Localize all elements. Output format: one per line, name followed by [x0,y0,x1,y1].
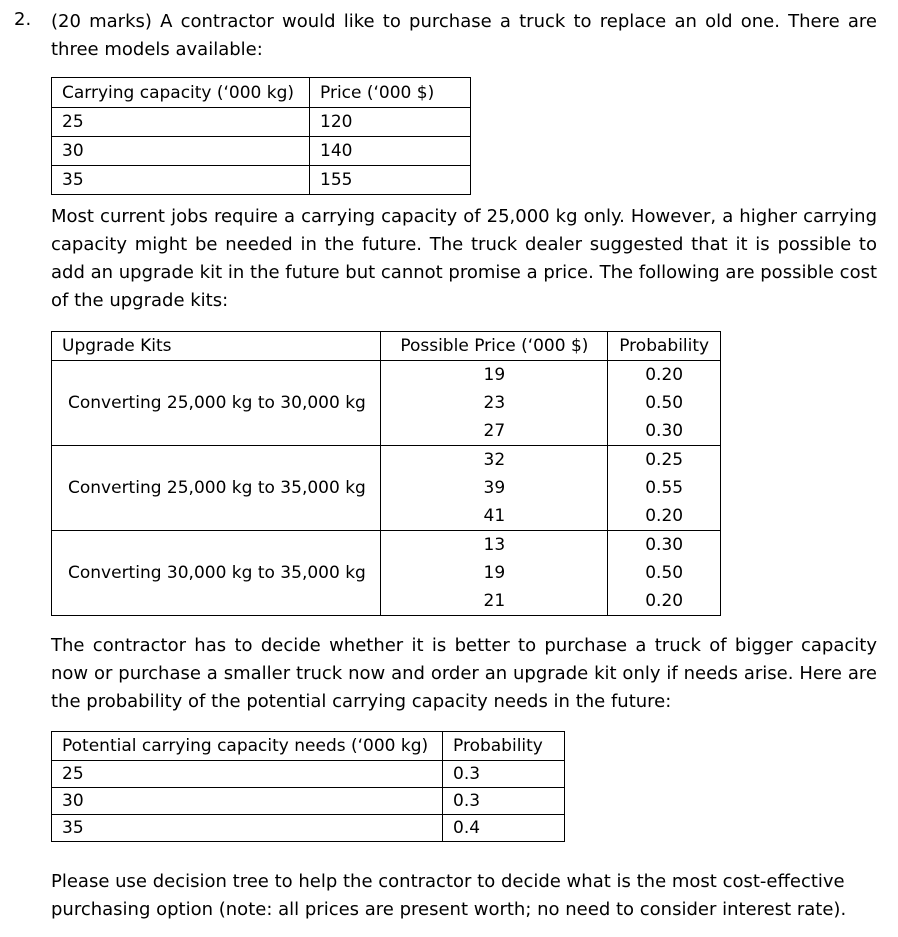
probability-value: 0.25 [645,450,684,470]
header-carrying-capacity: Carrying capacity (‘000 kg) [52,78,310,108]
needs-cell: 25 [52,761,443,788]
price-options [381,361,608,446]
probability-value: 0.30 [645,535,684,555]
capacity-cell: 30 [52,137,310,166]
probability-cell: 0.3 [443,761,565,788]
truck-models-table [51,77,471,195]
decision-description: The contractor has to decide whether it is better to purchase a truck of bigger capacity now or purchase a smaller truck now and order an upgrade kit only if needs arise. Here are the probability of the potential carrying capacity needs in the future: [51,635,877,712]
price-value: 19 [483,365,506,385]
price-value: 41 [483,506,506,526]
probability-value: 0.20 [645,506,684,526]
price-value: 23 [483,393,506,413]
price-value: 19 [483,563,506,583]
table-row [52,166,471,195]
upgrade-kits-table [51,331,721,616]
table-row [52,531,721,616]
probability-value: 0.55 [645,478,684,498]
header-upgrade-kits: Upgrade Kits [52,332,381,361]
question-number: 2. [14,9,32,30]
probability-cell: 0.4 [443,815,565,842]
table-row [52,761,565,788]
table-row [52,815,565,842]
probability-options [608,446,721,531]
table-header-row [52,78,471,108]
header-probability: Probability [443,732,565,761]
table-row [52,788,565,815]
table-row [52,137,471,166]
instruction: Please use decision tree to help the contractor to decide what is the most cost-effective purchasing option (note: all prices are present worth; no need to consider interest rate). [51,871,847,920]
capacity-cell: 25 [52,108,310,137]
table-header-row [52,332,721,361]
header-potential-needs: Potential carrying capacity needs (‘000 kg) [52,732,443,761]
capacity-cell: 35 [52,166,310,195]
probability-value: 0.50 [645,393,684,413]
probability-cell: 0.3 [443,788,565,815]
probability-value: 0.20 [645,591,684,611]
price-value: 32 [483,450,506,470]
header-price: Price (‘000 $) [310,78,471,108]
price-cell: 120 [310,108,471,137]
needs-cell: 30 [52,788,443,815]
price-value: 21 [483,591,506,611]
probability-value: 0.30 [645,421,684,441]
needs-cell: 35 [52,815,443,842]
price-value: 13 [483,535,506,555]
header-probability: Probability [608,332,721,361]
upgrade-kit-label: Converting 25,000 kg to 30,000 kg [52,361,381,446]
probability-options [608,531,721,616]
header-possible-price: Possible Price (‘000 $) [381,332,608,361]
price-cell: 140 [310,137,471,166]
capacity-needs-table [51,731,565,842]
price-cell: 155 [310,166,471,195]
price-options [381,531,608,616]
table-row [52,108,471,137]
probability-options [608,361,721,446]
probability-value: 0.20 [645,365,684,385]
table-row [52,446,721,531]
question-intro: (20 marks) A contractor would like to purchase a truck to replace an old one. There are three models available: [51,11,877,60]
price-options [381,446,608,531]
upgrade-kit-label: Converting 25,000 kg to 35,000 kg [52,446,381,531]
price-value: 39 [483,478,506,498]
table-row [52,361,721,446]
upgrade-description: Most current jobs require a carrying capacity of 25,000 kg only. However, a higher carrying capacity might be needed in the future. The truck dealer suggested that it is possible to add an upgrade kit in the future but cannot promise a price. The following are possible cost of the upgrade kits: [51,206,878,311]
probability-value: 0.50 [645,563,684,583]
price-value: 27 [483,421,506,441]
upgrade-kit-label: Converting 30,000 kg to 35,000 kg [52,531,381,616]
table-header-row [52,732,565,761]
